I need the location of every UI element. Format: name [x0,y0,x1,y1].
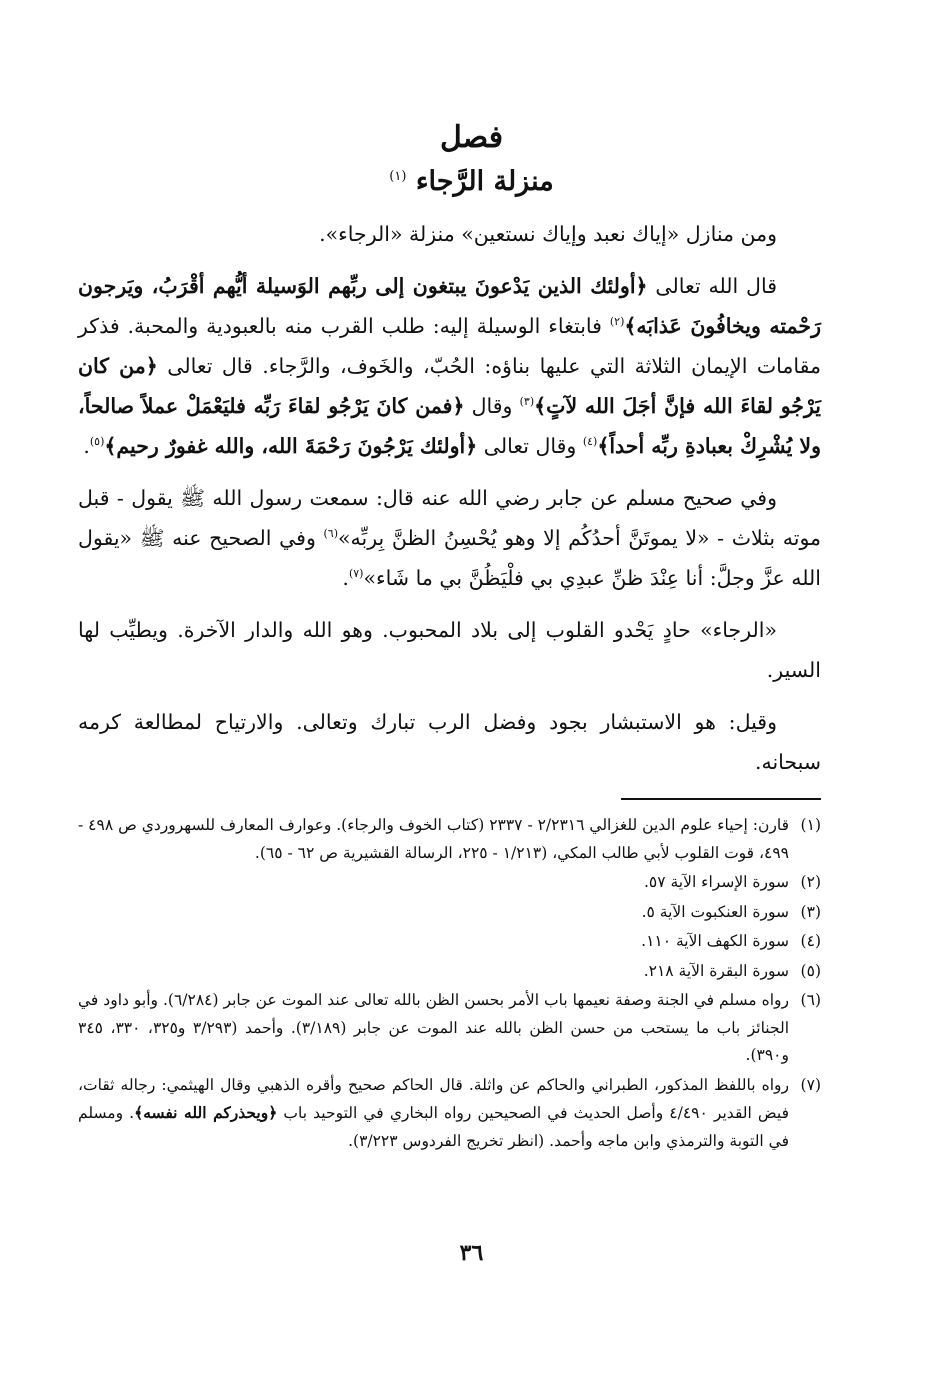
paragraph-4 [78,610,821,690]
text-run: . [83,434,90,458]
footnote-5 [78,958,821,986]
footnote-text: سورة الإسراء الآية ٥٧. [643,873,789,891]
text-run: وفي الصحيح عنه ﷺ «يقول الله عزَّ وجلَّ: أنا عِنْدَ ظنِّ عبدِي بي فلْيَظُنَّ بي ما شَاء» [78,526,821,590]
footnote-text: رواه مسلم في الجنة وصفة نعيمها باب الأمر بحسن الظن بالله تعالى عند الموت عن جابر (٦/٢٨٤). وأبو داود في الجنائز باب ما يستحب من حسن الظن بالله عند الموت عن جابر (٣/١٨٩). وأحمد (٣/٢٩٣ و٣٢٥، ٣٣٠، ٣٤٥ و٣٩٠). [78,991,790,1064]
page-number: ٣٦ [459,1240,484,1266]
quran-quote: ﴿من كان يَرْجُو لقاءَ الله فإنَّ أجَلَ الله لآتٍ﴾ [78,354,821,418]
text-run: رواه باللفظ المذكور، الطبراني والحاكم عن واثلة. قال الحاكم صحيح وأقره الذهبي وقال الهيثمي: رجاله ثقات، فيض القدير ٤/٤٩٠ وأصل الحديث في الصحيحين رواه البخاري في التوحيد باب [78,1075,789,1122]
footnote-1 [78,812,821,867]
footnote-text: قارن: إحياء علوم الدين للغزالي ٢/٢٣١٦ - ٢٣٣٧ (كتاب الخوف والرجاء). وعوارف المعارف للسهروردي ص ٤٩٨ - ٤٩٩، قوت القلوب لأبي طالب المكي، (١/٢١٣ - ٢٢٥، الرسالة القشيرية ص ٦٢ - ٦٥). [78,816,789,862]
footnote-ref: (١) [389,169,407,184]
text-run: ومن منازل «إياك نعبد وإياك نستعين» منزلة «الرجاء». [319,222,777,246]
footnote-2 [78,869,821,897]
footnote-ref: (٤) [582,435,598,449]
text-run: وقيل: هو الاستبشار بجود وفضل الرب تبارك وتعالى. والارتياح لمطالعة كرمه سبحانه. [78,710,821,774]
footnote-text: سورة الكهف الآية ١١٠. [641,932,789,950]
footnote-text: سورة العنكبوت الآية ٥. [641,902,789,921]
text-run: فابتغاء الوسيلة إليه: طلب القرب منه بالعبودية والمحبة. فذكر مقامات الإيمان الثلاثة التي عليها بناؤه: الحُبّ، والخَوف، والرَّجاء. قال تعالى [78,314,822,378]
quran-quote: ﴿أولئك الذين يَدْعونَ يبتغون إلى ربِّهم الوَسيلة أيُّهم أقْرَبُ، ويَرجون رَحْمته ويخافُونَ عَذابَه﴾ [78,274,821,338]
main-text [78,214,821,782]
text-run: . ومسلم في التوبة والترمذي وابن ماجه وأحمد. (انظر تخريج الفردوس ٣/٢٢٣). [78,1104,789,1150]
section-title [0,158,943,201]
footnote-number: (٢) [800,873,821,891]
chapter-heading [0,118,943,158]
text-run: وقال [464,394,520,418]
paragraph-3 [78,478,821,598]
footnote-3 [78,899,821,927]
text-run: . [342,566,349,590]
paragraph-5 [78,702,821,782]
footnote-7 [78,1072,821,1156]
footnote-number: (١) [800,816,821,834]
footnote-text [78,1072,789,1156]
paragraph-1 [78,214,821,254]
footnotes [78,812,821,1157]
footnote-number: (٥) [800,961,821,980]
footnote-4 [78,928,821,956]
quran-quote: ﴿فمن كانَ يَرْجُو لقاءَ رَبِّه فليَعْمَلْ عملاً صالحاً، ولا يُشْرِكْ بعبادةِ ربِّه أحداً﴾ [78,394,821,458]
text-run: وفي صحيح مسلم عن جابر رضي الله عنه قال: سمعت رسول الله ﷺ يقول - قبل موته بثلاث - «لا يموتَنَّ أحدُكُم إلا وهو يُحْسِنُ الظنَّ بِربِّه» [78,486,822,550]
footnote-ref: (٧) [348,567,364,581]
footnote-separator [621,798,821,800]
footnote-number: (٦) [800,991,821,1009]
chapter-heading-text: فصل [439,120,504,155]
footnote-number: (٧) [800,1075,821,1094]
text-run: وقال تعالى [477,434,583,458]
footnote-ref: (٥) [89,435,105,449]
footnote-number: (٤) [800,932,821,950]
quran-quote: ﴿أولئك يَرْجُونَ رَحْمَةَ الله، والله غفورٌ رحيم﴾ [104,434,478,458]
footnote-number: (٣) [800,902,821,921]
paragraph-2 [78,266,821,466]
quran-quote: ﴿ويحذركم الله نفسه﴾ [134,1103,278,1122]
section-title-text: منزلة الرَّجاء [415,166,554,197]
footnote-ref: (٢) [609,315,625,329]
text-run: قال الله تعالى [647,274,777,298]
footnote-ref: (٦) [323,527,338,541]
footnote-text: سورة البقرة الآية ٢١٨. [643,961,789,980]
footnote-6 [78,987,821,1070]
text-run: «الرجاء» حادٍ يَحْدو القلوب إلى بلاد المحبوب. وهو الله والدار الآخرة. ويطيِّب لها السير. [78,618,821,682]
footnote-ref: (٣) [519,395,535,409]
